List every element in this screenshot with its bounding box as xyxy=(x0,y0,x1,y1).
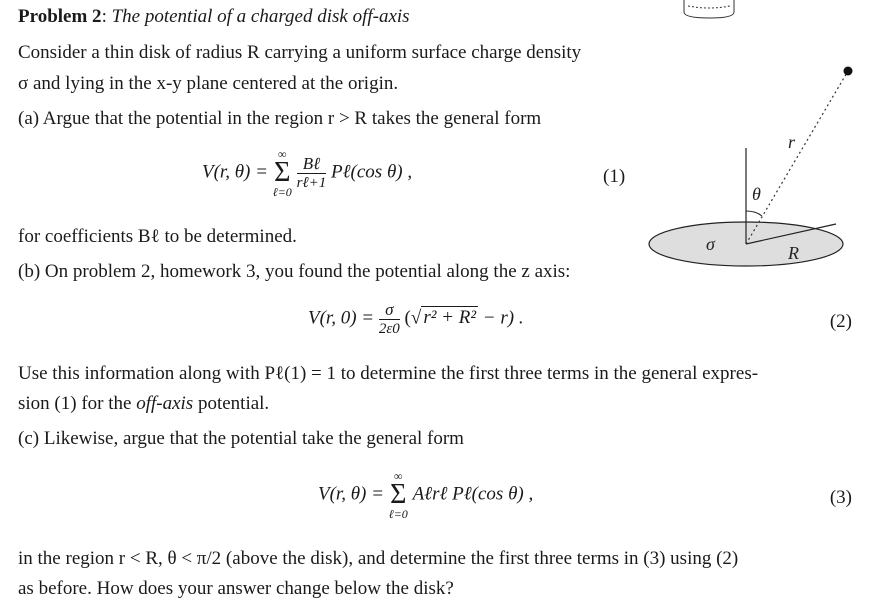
eq2-fraction xyxy=(379,300,400,338)
label-r: r xyxy=(788,132,796,152)
eq3-sum-sigma: Σ xyxy=(390,479,407,510)
eq1-sum-sigma: Σ xyxy=(274,157,291,188)
intro-line-1: Consider a thin disk of radius R carrying a uniform surface charge density xyxy=(18,42,582,63)
equation-2 xyxy=(308,300,524,338)
label-sigma: σ xyxy=(706,234,715,254)
cylinder-icon xyxy=(684,0,734,18)
problem-number: Problem 2 xyxy=(18,6,102,27)
r-vector xyxy=(746,71,848,244)
disk-figure xyxy=(640,0,876,280)
part-c-final-line-2: as before. How does your answer change below the disk? xyxy=(18,578,454,599)
equation-1 xyxy=(202,148,412,198)
label-R: R xyxy=(788,243,799,263)
eq1-sum xyxy=(273,148,292,198)
field-point xyxy=(844,67,853,76)
eq3-lhs: V(r, θ) = xyxy=(318,483,384,505)
use-line2-pre: sion (1) for the xyxy=(18,393,137,414)
part-c-text: (c) Likewise, argue that the potential take the general form xyxy=(18,428,464,449)
use-line2-post: potential. xyxy=(193,393,270,414)
sqrt-icon: √ xyxy=(410,307,422,329)
label-theta: θ xyxy=(752,184,761,204)
eq1-frac-num: Bℓ xyxy=(297,154,327,174)
eq3-number: (3) xyxy=(829,487,852,508)
part-c-final-line-1: in the region r < R, θ < π/2 (above the disk), and determine the first three terms in (3) using (2) xyxy=(18,548,739,569)
eq1-rhs: Pℓ(cos θ) , xyxy=(331,161,413,183)
eq1-number: (1) xyxy=(603,166,626,187)
eq1-fraction xyxy=(297,154,327,192)
problem-title xyxy=(18,6,410,28)
part-a-after: for coefficients Bℓ to be determined. xyxy=(18,226,297,247)
eq2-lhs: V(r, 0) = xyxy=(308,307,375,329)
part-b-use-line-1: Use this information along with Pℓ(1) = 1 to determine the first three terms in the general expres- xyxy=(18,363,759,384)
equation-3 xyxy=(318,470,533,520)
eq1-sum-bottom: ℓ=0 xyxy=(272,185,292,199)
problem-subtitle: The potential of a charged disk off-axis xyxy=(111,6,410,27)
eq1-lhs: V(r, θ) = xyxy=(202,161,268,183)
eq1-frac-den: rℓ+1 xyxy=(296,175,327,191)
part-b-use-line-2 xyxy=(18,393,269,415)
eq2-frac-num: σ xyxy=(379,300,400,320)
part-a-text: (a) Argue that the potential in the region r > R takes the general form xyxy=(18,108,542,129)
part-b-text: (b) On problem 2, homework 3, you found the potential along the z axis: xyxy=(18,261,571,282)
eq2-open-paren: ( xyxy=(404,307,411,329)
theta-arc xyxy=(746,211,762,216)
eq2-frac-den: 2ε0 xyxy=(378,321,400,337)
use-line2-italic: off-axis xyxy=(136,393,194,414)
eq3-rhs: Aℓrℓ Pℓ(cos θ) , xyxy=(412,483,534,505)
eq2-number: (2) xyxy=(829,311,852,332)
eq2-sqrt: r² + R² xyxy=(423,307,477,329)
cylinder-dashed-edge xyxy=(688,6,730,8)
eq3-sum-bottom: ℓ=0 xyxy=(388,507,408,521)
eq1-sum-top: ∞ xyxy=(277,147,287,161)
eq2-rhs: − r) . xyxy=(478,307,524,329)
eq3-sum-top: ∞ xyxy=(393,469,403,483)
intro-line-2: σ and lying in the x-y plane centered at the origin. xyxy=(18,73,399,94)
eq3-sum xyxy=(389,470,408,520)
title-colon: : xyxy=(101,6,107,27)
